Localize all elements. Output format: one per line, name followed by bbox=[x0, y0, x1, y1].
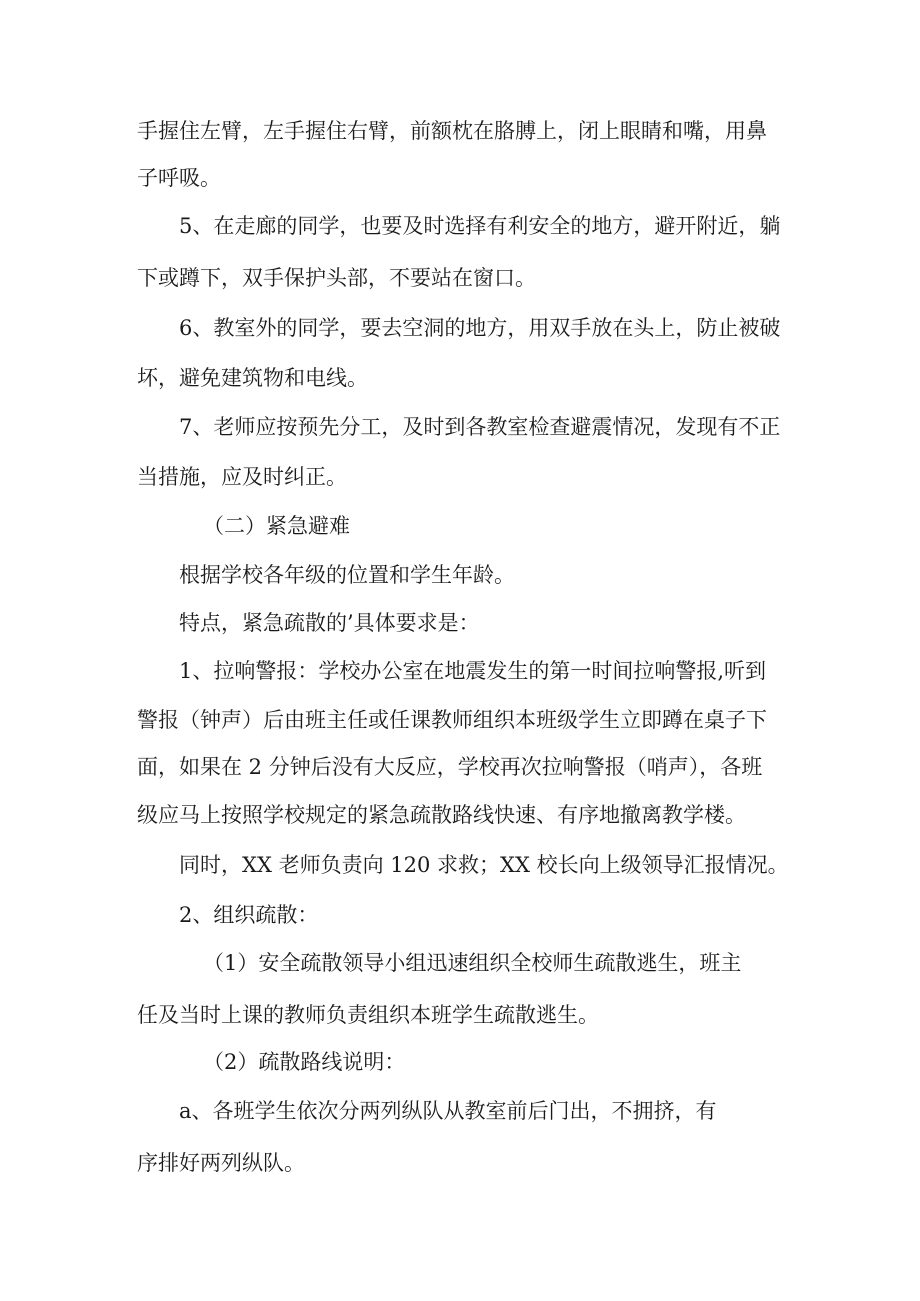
text-line: 坏，避免建筑物和电线。 bbox=[137, 366, 368, 390]
text-line: 特点，紧急疏散的’具体要求是： bbox=[179, 611, 480, 635]
text-line: 下或蹲下，双手保护头部，不要站在窗口。 bbox=[137, 266, 536, 290]
text-line: 根据学校各年级的位置和学生年龄。 bbox=[179, 563, 515, 587]
text-line: 当措施，应及时纠正。 bbox=[137, 465, 347, 489]
text-line: 级应马上按照学校规定的紧急疏散路线快速、有序地撤离教学楼。 bbox=[137, 803, 746, 827]
section-heading: （二）紧急避难 bbox=[203, 514, 350, 538]
text-line: 手握住左臂，左手握住右臂，前额枕在胳膊上，闭上眼睛和嘴，用鼻 bbox=[137, 119, 767, 143]
text-line: （1）安全疏散领导小组迅速组织全校师生疏散逃生，班主 bbox=[203, 951, 742, 975]
text-line: 5、在走廊的同学，也要及时选择有利安全的地方，避开附近，躺 bbox=[179, 214, 781, 238]
text-line: 子呼吸。 bbox=[137, 166, 221, 190]
text-line: 1、拉响警报：学校办公室在地震发生的第一时间拉响警报,听到 bbox=[179, 659, 767, 683]
text-line: 面，如果在 2 分钟后没有大反应，学校再次拉响警报（哨声），各班 bbox=[137, 755, 763, 779]
text-line: 2、组织疏散： bbox=[179, 903, 319, 927]
text-line: a、各班学生依次分两列纵队从教室前后门出，不拥挤，有 bbox=[179, 1099, 717, 1123]
text-line: 警报（钟声）后由班主任或任课教师组织本班级学生立即蹲在桌子下 bbox=[137, 708, 767, 732]
text-line: 任及当时上课的教师负责组织本班学生疏散逃生。 bbox=[137, 1003, 599, 1027]
text-line: 7、老师应按预先分工，及时到各教室检查避震情况，发现有不正 bbox=[179, 415, 781, 439]
text-line: 同时，XX 老师负责向 120 求救；XX 校长向上级领导汇报情况。 bbox=[179, 853, 789, 877]
text-line: 6、教室外的同学，要去空洞的地方，用双手放在头上，防止被破 bbox=[179, 316, 781, 340]
text-line: 序排好两列纵队。 bbox=[137, 1151, 305, 1175]
text-line: （2）疏散路线说明： bbox=[203, 1050, 406, 1074]
